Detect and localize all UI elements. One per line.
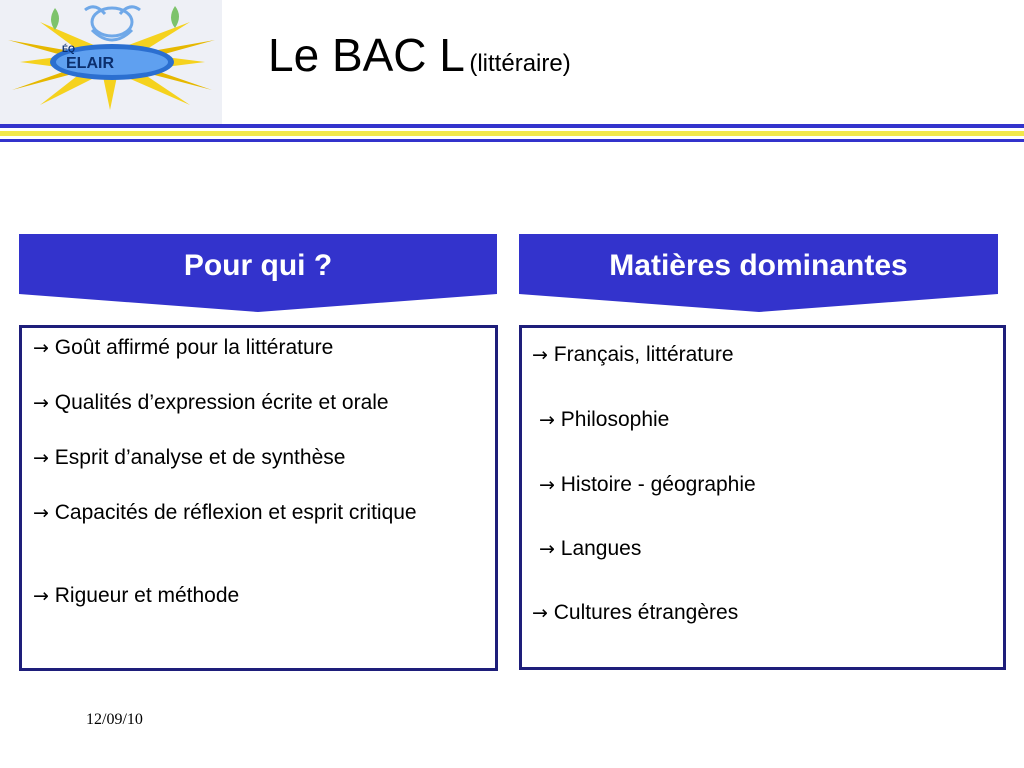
- right-arrow-icon: →: [532, 344, 548, 366]
- page-title: [268, 28, 571, 82]
- right-arrow-icon: →: [33, 502, 49, 524]
- left-content-box: [19, 325, 498, 671]
- right-arrow-icon: →: [33, 447, 49, 469]
- list-item-text: Qualités d’expression écrite et orale: [54, 391, 389, 414]
- right-arrow-icon: →: [33, 337, 49, 359]
- list-item: [33, 583, 483, 609]
- svg-text:ÉQ: ÉQ: [62, 44, 76, 54]
- list-item-text: Français, littérature: [553, 343, 734, 366]
- right-banner-heading: Matières dominantes: [609, 249, 908, 282]
- list-item-text: Cultures étrangères: [553, 601, 739, 624]
- list-item: [532, 600, 738, 626]
- list-item: [33, 335, 483, 361]
- sun-logo-icon: [0, 0, 222, 124]
- list-item: [532, 342, 734, 368]
- right-banner: [519, 234, 998, 312]
- list-item-text: Esprit d’analyse et de synthèse: [54, 446, 346, 469]
- footer-date: 12/09/10: [86, 711, 143, 728]
- list-item-text: Philosophie: [560, 408, 670, 431]
- header-rule-yellow: [0, 131, 1024, 136]
- title-main: Le BAC L: [268, 29, 465, 81]
- list-item-text: Rigueur et méthode: [54, 584, 240, 607]
- list-item: [539, 472, 756, 498]
- right-arrow-icon: →: [539, 474, 555, 496]
- title-subtitle: (littéraire): [469, 50, 571, 77]
- list-item: [33, 390, 483, 416]
- list-item-text: Langues: [560, 537, 642, 560]
- right-arrow-icon: →: [539, 409, 555, 431]
- list-item-text: Goût affirmé pour la littérature: [54, 336, 334, 359]
- header-rule-blue-top: [0, 124, 1024, 128]
- list-item-text: Histoire - géographie: [560, 473, 756, 496]
- list-item: [539, 536, 641, 562]
- header-rule-blue-bottom: [0, 139, 1024, 142]
- list-item-text: Capacités de réflexion et esprit critique: [54, 501, 417, 524]
- list-item: [539, 407, 669, 433]
- left-banner-heading: Pour qui ?: [183, 249, 333, 282]
- svg-text:ELAIR: ELAIR: [66, 55, 114, 72]
- list-item: [33, 445, 483, 471]
- right-arrow-icon: →: [532, 602, 548, 624]
- right-arrow-icon: →: [539, 538, 555, 560]
- right-content-box: [519, 325, 1006, 670]
- list-item: [33, 500, 483, 526]
- logo: [0, 0, 222, 124]
- right-arrow-icon: →: [33, 392, 49, 414]
- left-banner: [19, 234, 497, 312]
- right-arrow-icon: →: [33, 585, 49, 607]
